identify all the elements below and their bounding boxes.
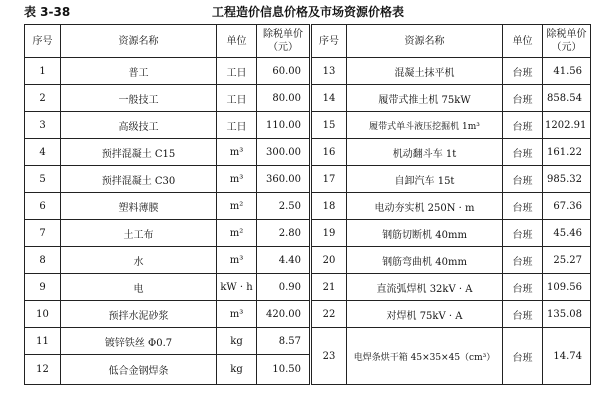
name-cell: 电 (61, 274, 217, 301)
table-row (25, 301, 591, 328)
price-table (24, 24, 591, 385)
name-cell: 直流弧焊机 32kV · A (347, 274, 503, 301)
unit-cell: m³ (217, 247, 257, 274)
name-cell: 普工 (61, 58, 217, 85)
price-cell: 360.00 (257, 166, 311, 193)
name-cell: 对焊机 75kV · A (347, 301, 503, 328)
header-price-line2: （元） (268, 42, 298, 53)
unit-cell: 台班 (503, 301, 543, 328)
seq-cell: 15 (311, 112, 347, 139)
price-cell: 4.40 (257, 247, 311, 274)
unit-cell: m² (217, 220, 257, 247)
price-cell: 45.46 (543, 220, 591, 247)
table-row (25, 166, 591, 193)
seq-cell: 1 (25, 58, 61, 85)
name-cell: 低合金钢焊条 (61, 355, 217, 385)
seq-cell: 11 (25, 328, 61, 355)
table-row (25, 85, 591, 112)
unit-cell: 工日 (217, 58, 257, 85)
price-cell: 8.57 (257, 328, 311, 355)
table-row (25, 112, 591, 139)
seq-cell: 13 (311, 58, 347, 85)
price-cell: 60.00 (257, 58, 311, 85)
seq-cell: 14 (311, 85, 347, 112)
table-row (25, 220, 591, 247)
name-cell: 混凝土抹平机 (347, 58, 503, 85)
price-cell: 985.32 (543, 166, 591, 193)
seq-cell: 7 (25, 220, 61, 247)
header-price (543, 25, 591, 58)
table-row (25, 247, 591, 274)
header-unit: 单位 (217, 25, 257, 58)
unit-cell: 工日 (217, 112, 257, 139)
name-cell: 电焊条烘干箱 45×35×45（cm³） (347, 328, 503, 385)
price-cell: 420.00 (257, 301, 311, 328)
name-cell: 钢筋弯曲机 40mm (347, 247, 503, 274)
price-cell: 2.80 (257, 220, 311, 247)
table-heading (22, 2, 592, 22)
header-row (25, 25, 591, 58)
table-number: 表 3-38 (24, 5, 71, 19)
unit-cell: kg (217, 328, 257, 355)
header-price-line1: 除税单价 (263, 29, 303, 40)
unit-cell: kg (217, 355, 257, 385)
price-cell: 110.00 (257, 112, 311, 139)
name-cell: 镀锌铁丝 Φ0.7 (61, 328, 217, 355)
seq-cell: 20 (311, 247, 347, 274)
unit-cell: 台班 (503, 247, 543, 274)
unit-cell: 台班 (503, 274, 543, 301)
seq-cell: 16 (311, 139, 347, 166)
price-cell: 109.56 (543, 274, 591, 301)
unit-cell: 台班 (503, 193, 543, 220)
header-price-line2: （元） (551, 42, 582, 53)
name-cell: 高级技工 (61, 112, 217, 139)
seq-cell: 2 (25, 85, 61, 112)
seq-cell: 4 (25, 139, 61, 166)
seq-cell: 19 (311, 220, 347, 247)
price-cell: 2.50 (257, 193, 311, 220)
price-cell: 80.00 (257, 85, 311, 112)
price-cell: 67.36 (543, 193, 591, 220)
header-price-line1: 除税单价 (546, 29, 587, 40)
seq-cell: 8 (25, 247, 61, 274)
seq-cell: 23 (311, 328, 347, 385)
table-row (25, 274, 591, 301)
name-cell: 土工布 (61, 220, 217, 247)
name-cell: 电动夯实机 250N · m (347, 193, 503, 220)
unit-cell: m³ (217, 139, 257, 166)
unit-cell: 台班 (503, 220, 543, 247)
seq-cell: 10 (25, 301, 61, 328)
name-cell: 自卸汽车 15t (347, 166, 503, 193)
price-cell: 858.54 (543, 85, 591, 112)
table-row (25, 58, 591, 85)
table-title: 工程造价信息价格及市场资源价格表 (212, 5, 405, 19)
unit-cell: 台班 (503, 328, 543, 385)
unit-cell: 台班 (503, 58, 543, 85)
name-cell: 预拌混凝土 C15 (61, 139, 217, 166)
price-cell: 41.56 (543, 58, 591, 85)
unit-cell: m³ (217, 166, 257, 193)
price-cell: 1202.91 (543, 112, 591, 139)
price-cell: 25.27 (543, 247, 591, 274)
seq-cell: 17 (311, 166, 347, 193)
name-cell: 钢筋切断机 40mm (347, 220, 503, 247)
unit-cell: 台班 (503, 85, 543, 112)
header-name: 资源名称 (347, 25, 503, 58)
unit-cell: kW · h (217, 274, 257, 301)
table-row (25, 328, 591, 355)
header-seq: 序号 (311, 25, 347, 58)
seq-cell: 22 (311, 301, 347, 328)
header-unit: 单位 (503, 25, 543, 58)
price-cell: 135.08 (543, 301, 591, 328)
table-row (25, 193, 591, 220)
unit-cell: 台班 (503, 139, 543, 166)
price-cell: 161.22 (543, 139, 591, 166)
header-seq: 序号 (25, 25, 61, 58)
name-cell: 履带式推土机 75kW (347, 85, 503, 112)
unit-cell: 台班 (503, 112, 543, 139)
header-price (257, 25, 311, 58)
seq-cell: 21 (311, 274, 347, 301)
name-cell: 一般技工 (61, 85, 217, 112)
unit-cell: m² (217, 193, 257, 220)
seq-cell: 9 (25, 274, 61, 301)
table-row (25, 139, 591, 166)
seq-cell: 3 (25, 112, 61, 139)
seq-cell: 12 (25, 355, 61, 385)
name-cell: 预拌混凝土 C30 (61, 166, 217, 193)
price-cell: 0.90 (257, 274, 311, 301)
name-cell: 履带式单斗液压挖掘机 1m³ (347, 112, 503, 139)
unit-cell: m³ (217, 301, 257, 328)
seq-cell: 5 (25, 166, 61, 193)
seq-cell: 6 (25, 193, 61, 220)
name-cell: 塑料薄膜 (61, 193, 217, 220)
name-cell: 预拌水泥砂浆 (61, 301, 217, 328)
name-cell: 机动翻斗车 1t (347, 139, 503, 166)
header-name: 资源名称 (61, 25, 217, 58)
price-cell: 300.00 (257, 139, 311, 166)
price-cell: 14.74 (543, 328, 591, 385)
unit-cell: 工日 (217, 85, 257, 112)
price-cell: 10.50 (257, 355, 311, 385)
name-cell: 水 (61, 247, 217, 274)
unit-cell: 台班 (503, 166, 543, 193)
seq-cell: 18 (311, 193, 347, 220)
